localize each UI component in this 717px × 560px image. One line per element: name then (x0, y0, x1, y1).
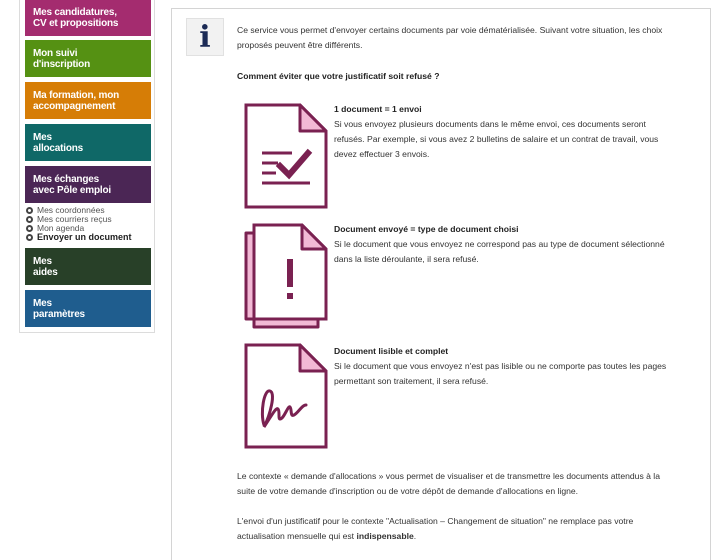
info-icon: i (186, 18, 224, 56)
sidebar-item-label: d'inscription (33, 58, 90, 70)
sidebar-item-label: avec Pôle emploi (33, 184, 111, 196)
sidebar-item-echanges[interactable] (25, 166, 151, 203)
sidebar-nav (19, 0, 155, 333)
rule-2 (334, 222, 704, 267)
context-text (237, 469, 707, 499)
bullet-icon (26, 207, 33, 214)
sidebar-item-label: aides (33, 266, 58, 278)
note-emphasis: indispensable (356, 531, 414, 541)
rule-title: Document envoyé = type de document choisi (334, 224, 519, 234)
submenu-item-label: Mes courriers reçus (37, 214, 112, 224)
submenu-item-label: Mes coordonnées (37, 205, 105, 215)
rule-line: Si le document que vous envoyez ne correspond pas au type de document sélectionné (334, 239, 665, 249)
sidebar-item-aides[interactable] (25, 248, 151, 285)
section-heading: Comment éviter que votre justificatif soit refusé ? (237, 71, 440, 81)
sidebar-item-label: CV et propositions (33, 18, 119, 29)
note-text-part: . (413, 531, 417, 541)
bullet-icon (26, 225, 33, 232)
sidebar-item-formation[interactable] (25, 82, 151, 119)
sidebar-item-allocations[interactable] (25, 124, 151, 161)
rule-line: Si le document que vous envoyez n'est pas lisible ou ne comporte pas toutes les pages (334, 361, 667, 371)
rule-3 (334, 344, 704, 389)
rule-1 (334, 102, 704, 162)
sidebar-item-label: allocations (33, 142, 84, 154)
sidebar-item-label: accompagnement (33, 100, 116, 112)
sidebar-item-parametres[interactable] (25, 290, 151, 327)
submenu-item-label: Envoyer un document (37, 232, 132, 242)
context-line: suite de votre demande d'inscription ou de votre dépôt de demande d'allocations en ligne. (237, 486, 579, 496)
document-check-icon (244, 103, 328, 209)
bullet-icon (26, 216, 33, 223)
sidebar-item-label: Mes (33, 131, 52, 143)
note-text-part: actualisation mensuelle qui est (237, 531, 357, 541)
bullet-icon (26, 234, 33, 241)
sidebar-item-label: Mes (33, 297, 52, 309)
note-line (237, 529, 707, 544)
note-text (237, 514, 707, 544)
sidebar-item-suivi-inscription[interactable] (25, 40, 151, 77)
rule-title: Document lisible et complet (334, 346, 449, 356)
document-alert-icon (244, 223, 328, 329)
sidebar-item-label: Mes échanges (33, 173, 99, 185)
rule-line: Si vous envoyez plusieurs documents dans le même envoi, ces documents seront (334, 119, 646, 129)
sidebar-item-label: Ma formation, mon (33, 89, 120, 101)
rule-title: 1 document = 1 envoi (334, 104, 422, 114)
sidebar-item-candidatures[interactable] (25, 0, 151, 36)
note-line: L'envoi d'un justificatif pour le contexte "Actualisation – Changement de situation" ne remplace pas votre (237, 516, 634, 526)
rule-line: devez effectuer 3 envois. (334, 149, 430, 159)
sidebar-submenu (26, 206, 152, 242)
intro-text (237, 23, 707, 53)
submenu-item-envoyer-document[interactable] (26, 233, 152, 242)
rule-line: dans la liste déroulante, il sera refusé. (334, 254, 479, 264)
intro-line: Ce service vous permet d'envoyer certains documents par voie dématérialisée. Suivant votre situation, les choix (237, 25, 663, 35)
intro-line: proposés peuvent être différents. (237, 40, 363, 50)
rule-line: refusés. Par exemple, si vous avez 2 bulletins de salaire et un contrat de travail, vous (334, 134, 659, 144)
sidebar-item-label: Mes (33, 255, 52, 267)
sidebar-item-label: Mon suivi (33, 47, 78, 59)
document-signature-icon (244, 343, 328, 449)
sidebar-item-label: paramètres (33, 308, 85, 320)
submenu-item-label: Mon agenda (37, 223, 85, 233)
context-line: Le contexte « demande d'allocations » vous permet de visualiser et de transmettre les documents attendus à la (237, 471, 660, 481)
rule-line: permettant son traitement, il sera refusé. (334, 376, 489, 386)
sidebar-item-label: Mes candidatures, (33, 7, 117, 18)
main-panel (171, 8, 711, 560)
